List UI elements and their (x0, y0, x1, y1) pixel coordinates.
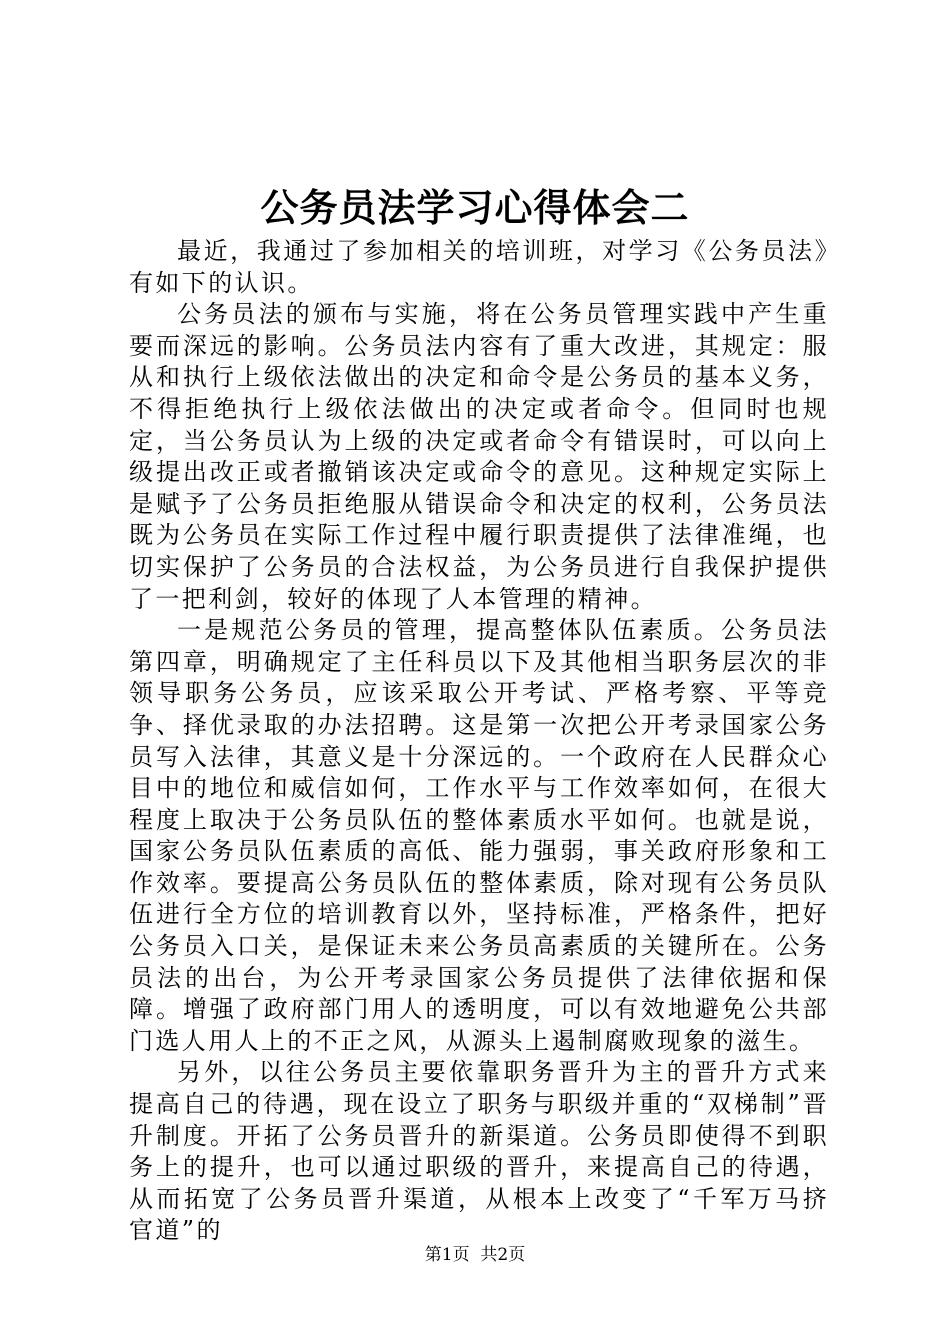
page-number-current: 第1页 (424, 1245, 470, 1265)
footer-separator (470, 1245, 481, 1265)
paragraph-law-impact: 公务员法的颁布与实施，将在公务员管理实践中产生重要而深远的影响。公务员法内容有了重大改进，其规定：服从和执行上级依法做出的决定和命令是公务员的基本义务，不得拒绝执行上级依法做出的决定或者命令。但同时也规定，当公务员认为上级的决定或者命令有错误时，可以向上级提出改正或者撤销该决定或命令的意见。这种规定实际上是赋予了公务员拒绝服从错误命令和决定的权利，公务员法既为公务员在实际工作过程中履行职责提供了法律准绳，也切实保护了公务员的合法权益，为公务员进行自我保护提供了一把利剑，较好的体现了人本管理的精神。 (129, 300, 829, 613)
paragraph-promotion: 另外，以往公务员主要依靠职务晋升为主的晋升方式来提高自己的待遇，现在设立了职务与职级并重的“双梯制”晋升制度。开拓了公务员晋升的新渠道。公务员即使得不到职务上的提升，也可以通过职级的晋升，来提高自己的待遇，从而拓宽了公务员晋升渠道，从根本上改变了“千军万马挤官道”的 (129, 1058, 829, 1245)
paragraph-management: 一是规范公务员的管理，提高整体队伍素质。公务员法第四章，明确规定了主任科员以下及其他相当职务层次的非领导职务公务员，应该采取公开考试、严格考察、平等竞争、择优录取的办法招聘。这是第一次把公开考录国家公务员写入法律，其意义是十分深远的。一个政府在人民群众心目中的地位和威信如何，工作水平与工作效率如何，在很大程度上取决于公务员队伍的整体素质水平如何。也就是说，国家公务员队伍素质的高低、能力强弱，事关政府形象和工作效率。要提高公务员队伍的整体素质，除对现有公务员队伍进行全方位的培训教育以外，坚持标准，严格条件，把好公务员入口关，是保证未来公务员高素质的关键所在。公务员法的出台，为公开考录国家公务员提供了法律依据和保障。增强了政府部门用人的透明度，可以有效地避免公共部门选人用人上的不正之风，从源头上遏制腐败现象的滋生。 (129, 616, 829, 1055)
page-footer (0, 1243, 950, 1267)
page-number-total: 共2页 (480, 1245, 526, 1265)
document-body (129, 236, 829, 1247)
paragraph-intro: 最近，我通过了参加相关的培训班，对学习《公务员法》有如下的认识。 (129, 237, 829, 297)
page-title: 公务员法学习心得体会二 (260, 185, 690, 230)
